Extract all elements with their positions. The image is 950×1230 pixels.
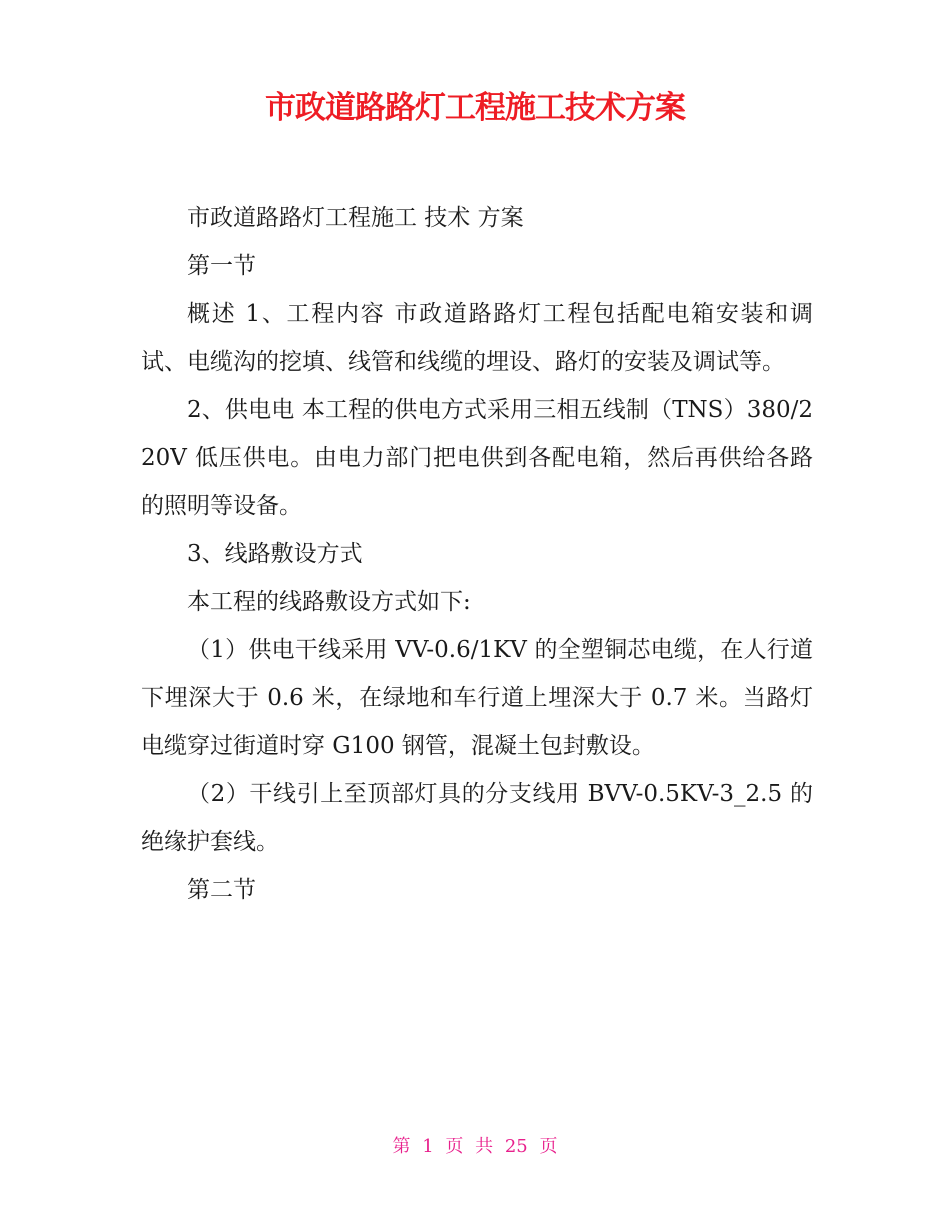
paragraph-wiring-item-1: （1）供电干线采用 VV-0.6/1KV 的全塑铜芯电缆，在人行道下埋深大于 0.6 米，在绿地和车行道上埋深大于 0.7 米。当路灯电缆穿过街道时穿 G100 钢管，混凝土包封敷设。 xyxy=(141,637,813,759)
paragraph-section-1: 第一节 xyxy=(187,253,256,279)
document-title: 市政道路路灯工程施工技术方案 xyxy=(265,90,685,126)
page-number-footer: 第 1 页 共 25 页 xyxy=(392,1136,558,1157)
paragraph-section-2: 第二节 xyxy=(187,877,256,903)
paragraph-overview: 概述 1、工程内容 市政道路路灯工程包括配电箱安装和调试、电缆沟的挖填、线管和线缆的埋设、路灯的安装及调试等。 xyxy=(141,301,813,375)
paragraph-wiring-heading: 3、线路敷设方式 xyxy=(187,541,363,567)
paragraph-heading: 市政道路路灯工程施工 技术 方案 xyxy=(187,205,524,231)
document-body xyxy=(141,194,813,914)
paragraph-wiring-item-2: （2）干线引上至顶部灯具的分支线用 BVV-0.5KV-3_2.5 的绝缘护套线。 xyxy=(141,781,813,855)
paragraph-wiring-intro: 本工程的线路敷设方式如下: xyxy=(187,589,471,615)
paragraph-power-supply: 2、供电电 本工程的供电方式采用三相五线制（TNS）380/220V 低压供电。由电力部门把电供到各配电箱，然后再供给各路的照明等设备。 xyxy=(141,397,813,519)
